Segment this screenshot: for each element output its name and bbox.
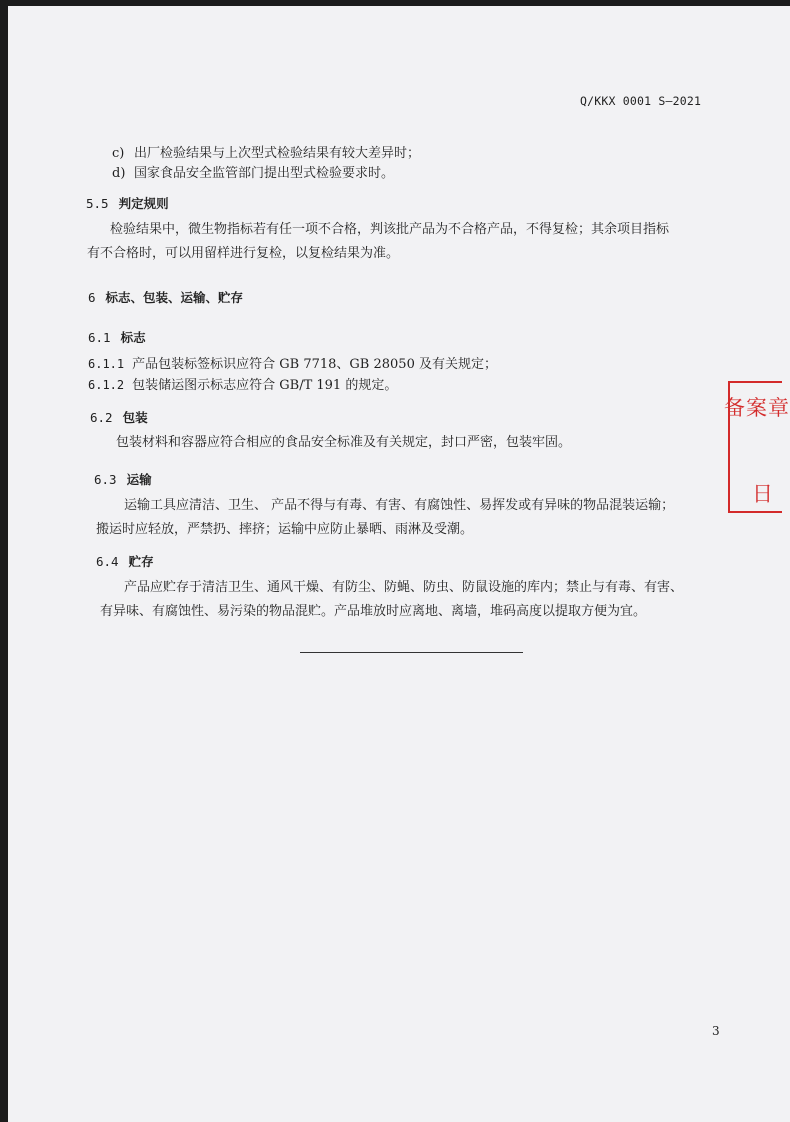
section-title: 判定规则 bbox=[118, 196, 169, 211]
end-rule bbox=[300, 652, 523, 653]
section-heading-6-4 bbox=[96, 552, 154, 570]
document-page bbox=[8, 6, 790, 1122]
list-item-text: 国家食品安全监管部门提出型式检验要求时。 bbox=[134, 166, 395, 181]
paragraph-line: 检验结果中，微生物指标若有任一项不合格，判该批产品为不合格产品，不得复检；其余项目指标 bbox=[110, 222, 670, 237]
section-title: 包装 bbox=[122, 410, 148, 425]
list-marker: d) bbox=[112, 166, 126, 181]
clause-number: 6.1.2 bbox=[88, 378, 125, 392]
list-marker: c) bbox=[112, 146, 125, 161]
section-title: 贮存 bbox=[128, 554, 154, 569]
section-heading-6-1 bbox=[88, 328, 146, 346]
section-heading-6-2 bbox=[90, 408, 148, 426]
section-number: 6.4 bbox=[96, 554, 119, 569]
clause-text: 产品包装标签标识应符合 GB 7718、GB 28050 及有关规定； bbox=[132, 357, 497, 372]
section-number: 6 bbox=[88, 290, 96, 305]
clause-item bbox=[88, 374, 397, 393]
section-title: 运输 bbox=[126, 472, 152, 487]
section-title: 标志、包装、运输、贮存 bbox=[105, 290, 244, 305]
paragraph-line: 运输工具应清洁、卫生、 产品不得与有毒、有害、有腐蚀性、易挥发或有异味的物品混装运输； bbox=[124, 498, 675, 513]
section-number: 6.1 bbox=[88, 330, 111, 345]
clause-text: 包装储运图示标志应符合 GB/T 191 的规定。 bbox=[132, 378, 398, 393]
section-title: 标志 bbox=[120, 330, 146, 345]
page-number: 3 bbox=[712, 1024, 720, 1038]
list-item bbox=[112, 162, 394, 181]
section-heading-6-3 bbox=[94, 470, 152, 488]
section-number: 6.2 bbox=[90, 410, 113, 425]
stamp-text-top: 备案章 bbox=[724, 396, 790, 420]
stamp-text-bottom: 日 bbox=[752, 482, 773, 506]
paragraph-line: 包装材料和容器应符合相应的食品安全标准及有关规定，封口严密，包装牢固。 bbox=[116, 435, 572, 450]
section-number: 6.3 bbox=[94, 472, 117, 487]
standard-code: Q/KKX 0001 S—2021 bbox=[580, 94, 702, 108]
list-item-text: 出厂检验结果与上次型式检验结果有较大差异时； bbox=[134, 146, 421, 161]
paragraph-line: 有异味、有腐蚀性、易污染的物品混贮。产品堆放时应离地、离墙，堆码高度以提取方便为宜。 bbox=[100, 604, 647, 619]
clause-item bbox=[88, 353, 497, 372]
paragraph-line: 产品应贮存于清洁卫生、通风干燥、有防尘、防蝇、防虫、防鼠设施的库内；禁止与有毒、有害、 bbox=[124, 580, 684, 595]
clause-number: 6.1.1 bbox=[88, 357, 125, 371]
list-item bbox=[112, 142, 420, 161]
section-heading-6 bbox=[88, 288, 243, 306]
paragraph-line: 有不合格时，可以用留样进行复检，以复检结果为准。 bbox=[87, 246, 400, 261]
paragraph-line: 搬运时应轻放，严禁扔、摔挤；运输中应防止暴晒、雨淋及受潮。 bbox=[96, 522, 474, 537]
section-heading-5-5 bbox=[86, 194, 169, 212]
section-number: 5.5 bbox=[86, 196, 109, 211]
